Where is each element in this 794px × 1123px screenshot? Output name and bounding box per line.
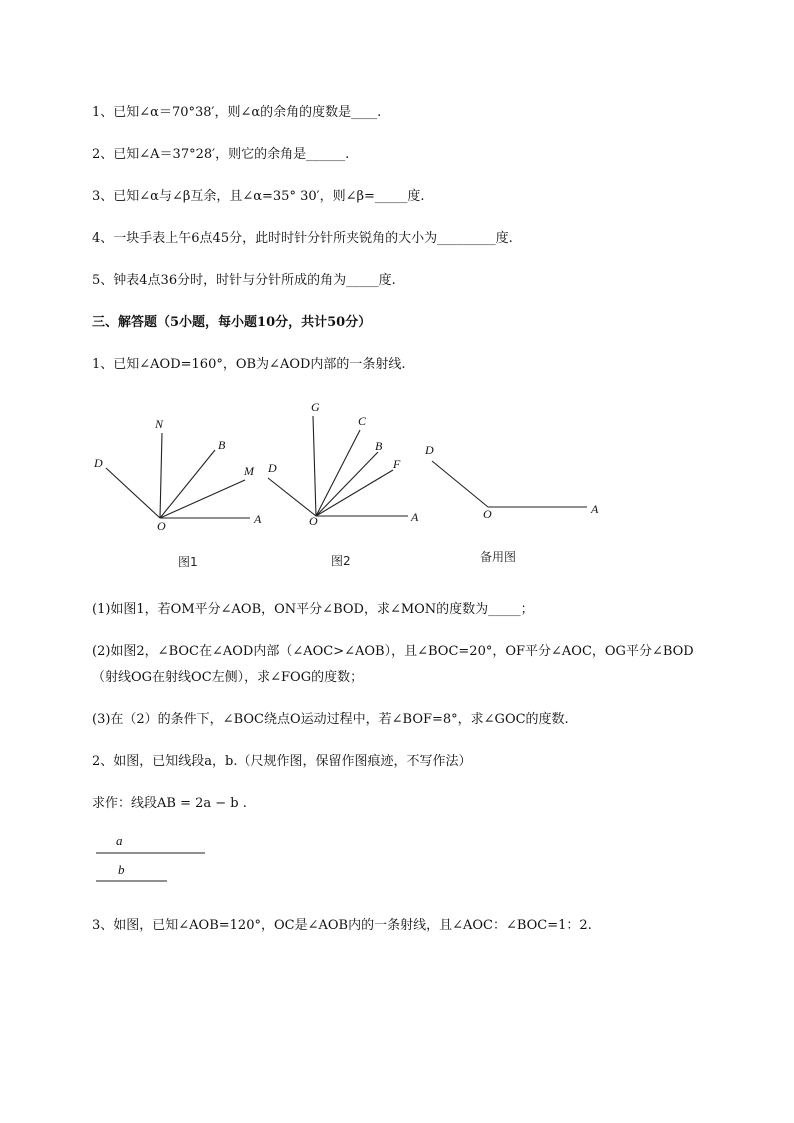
q2-task: 求作：线段AB = 2a − b .: [92, 796, 247, 811]
blank-question-3: 3、已知∠α与∠β互余，且∠α=35° 30′，则∠β=_____度.: [92, 189, 425, 204]
fig2-label-d: D: [268, 461, 277, 475]
q2-intro: 2、如图，已知线段a，b.（尺规作图，保留作图痕迹，不写作法）: [92, 754, 472, 769]
fig1-label-n: N: [155, 417, 164, 431]
fig2-label-b: B: [375, 439, 383, 453]
fig1-label-d: D: [94, 456, 103, 470]
fig1-label-m: M: [244, 464, 254, 478]
fig1-caption: 图1: [178, 555, 198, 569]
blank-question-5: 5、钟表4点36分时，时针与分针所成的角为_____度.: [92, 273, 396, 288]
blank-question-2: 2、已知∠A＝37°28′，则它的余角是______.: [92, 147, 350, 162]
fig3-label-o: O: [483, 507, 492, 521]
q1-intro: 1、已知∠AOD=160°，OB为∠AOD内部的一条射线.: [92, 357, 406, 372]
section-title: 三、解答题（5小题，每小题10分，共计50分）: [92, 315, 372, 330]
q3-intro: 3、如图，已知∠AOB=120°，OC是∠AOB内的一条射线，且∠AOC：∠BOC=1：2.: [92, 918, 592, 933]
fig3-label-a: A: [591, 502, 599, 516]
blank-question-4: 4、一块手表上午6点45分，此时时针分针所夹锐角的大小为_________度.: [92, 231, 513, 246]
q1-part2-line1: (2)如图2，∠BOC在∠AOD内部（∠AOC>∠AOB），且∠BOC=20°，OF平分∠AOC，OG平分∠BOD: [92, 644, 694, 659]
fig2-label-a: A: [411, 510, 419, 524]
segment-a-label: a: [116, 833, 123, 848]
fig2-label-o: O: [309, 514, 318, 528]
fig1-label-b: B: [218, 438, 226, 452]
q1-part2-line2: （射线OG在射线OC左侧），求∠FOG的度数；: [92, 670, 364, 685]
segment-b-label: b: [118, 862, 125, 877]
q1-part1: (1)如图1，若OM平分∠AOB，ON平分∠BOD，求∠MON的度数为_____；: [92, 602, 534, 617]
fig2-caption: 图2: [331, 554, 351, 568]
fig2-label-g: G: [311, 400, 320, 414]
fig2-label-f: F: [393, 457, 401, 471]
fig3-caption: 备用图: [480, 550, 517, 564]
fig1-label-a: A: [254, 512, 262, 526]
fig3-label-d: D: [425, 443, 434, 457]
blank-question-1: 1、已知∠α＝70°38′，则∠α的余角的度数是____.: [92, 105, 382, 120]
fig2-label-c: C: [358, 414, 367, 428]
fig1-label-o: O: [157, 519, 166, 533]
q1-part3: (3)在（2）的条件下，∠BOC绕点O运动过程中，若∠BOF=8°，求∠GOC的度数.: [92, 712, 569, 727]
